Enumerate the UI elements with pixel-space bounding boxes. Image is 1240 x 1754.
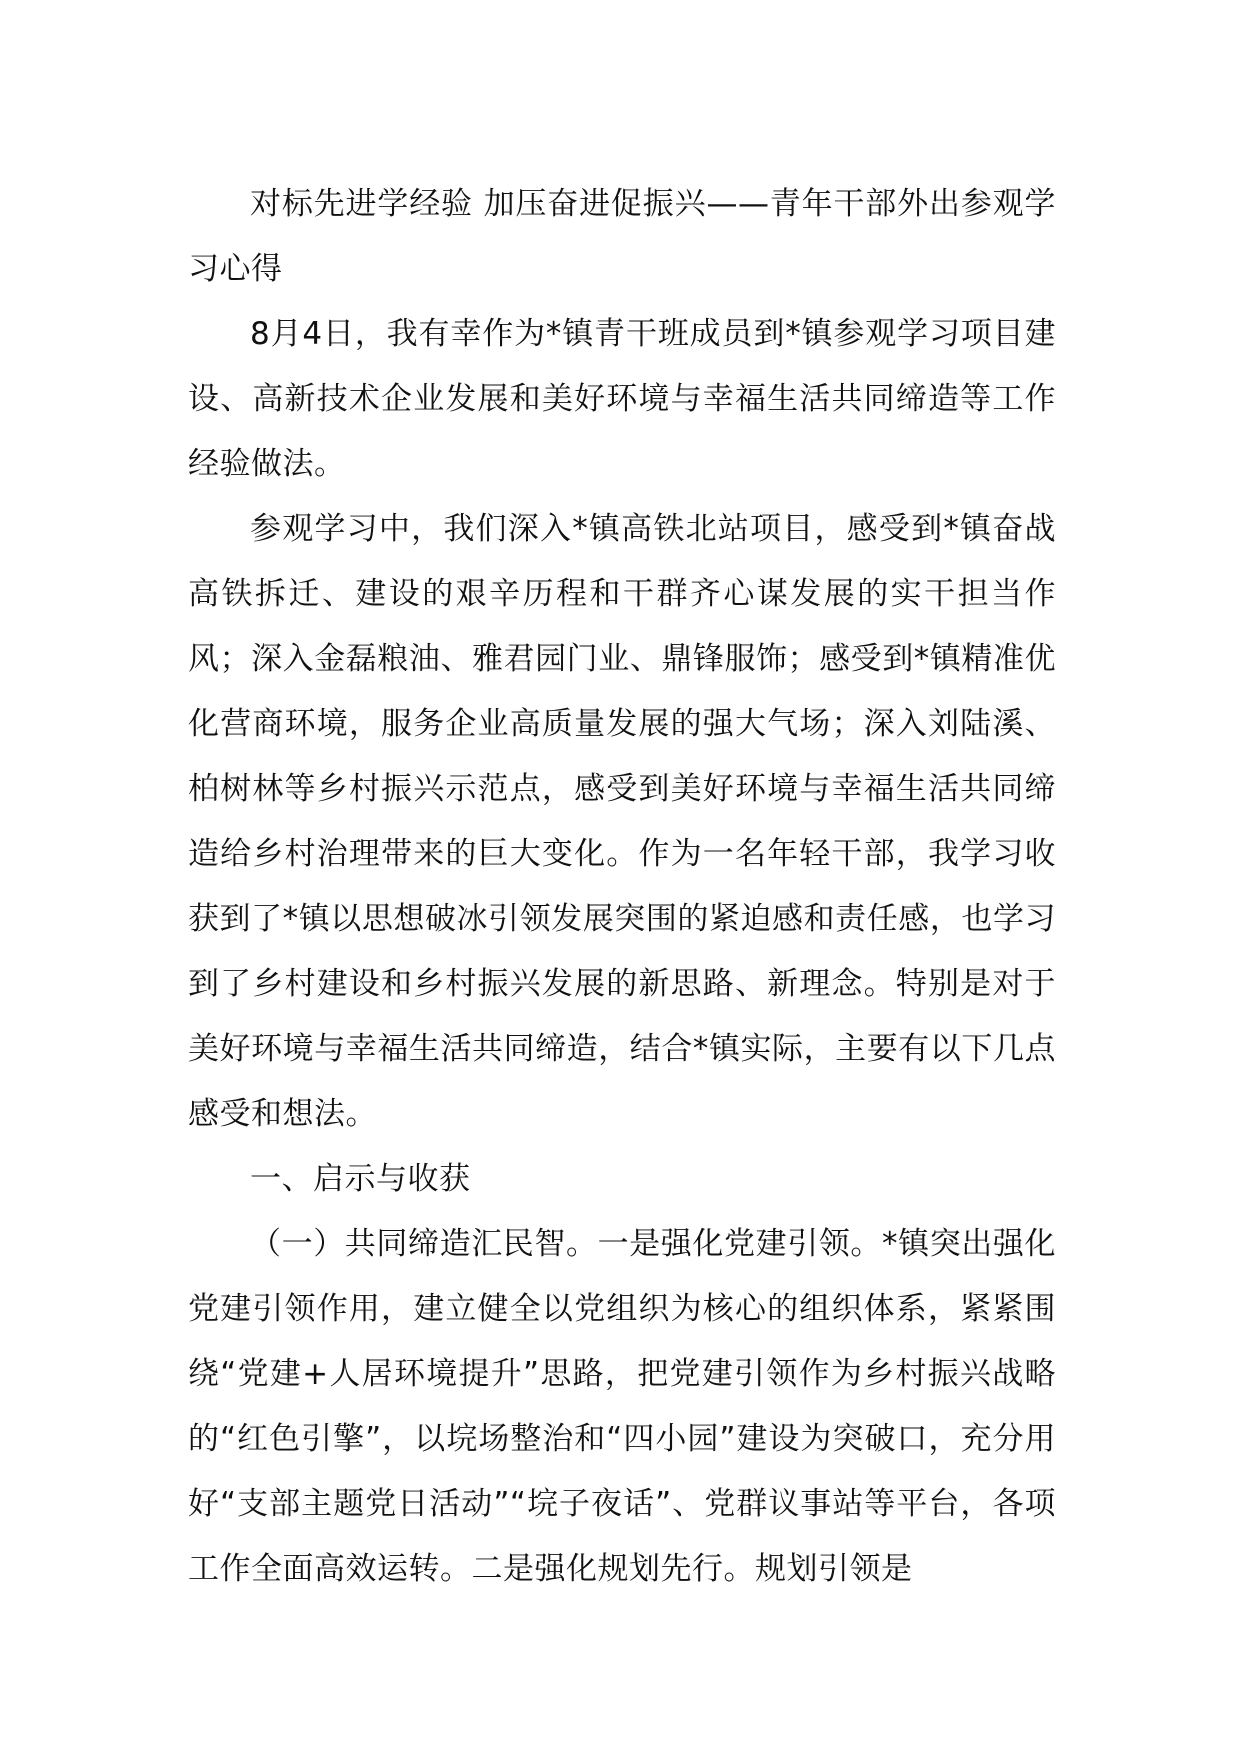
paragraph-visit-details: 参观学习中，我们深入*镇高铁北站项目，感受到*镇奋战高铁拆迁、建设的艰辛历程和干群齐心谋发展的实干担当作风；深入金磊粮油、雅君园门业、鼎锋服饰；感受到*镇精准优化营商环境，服务企业高质量发展的强大气场；深入刘陆溪、柏树林等乡村振兴示范点，感受到美好环境与幸福生活共同缔造给乡村治理带来的巨大变化。作为一名年轻干部，我学习收获到了*镇以思想破冰引领发展突围的紧迫感和责任感，也学习到了乡村建设和乡村振兴发展的新思路、新理念。特别是对于美好环境与幸福生活共同缔造，结合*镇实际，主要有以下几点感受和想法。 bbox=[188, 511, 1056, 1132]
paragraph-visit-intro: 8月4日，我有幸作为*镇青干班成员到*镇参观学习项目建设、高新技术企业发展和美好环境与幸福生活共同缔造等工作经验做法。 bbox=[188, 316, 1056, 482]
document-body bbox=[188, 172, 1056, 1602]
section-heading-insights: 一、启示与收获 bbox=[250, 1161, 471, 1197]
document-title: 对标先进学经验 加压奋进促振兴——青年干部外出参观学习心得 bbox=[188, 186, 1056, 287]
paragraph-co-creation: （一）共同缔造汇民智。一是强化党建引领。*镇突出强化党建引领作用，建立健全以党组织为核心的组织体系，紧紧围绕“党建+人居环境提升”思路，把党建引领作为乡村振兴战略的“红色引擎”，以垸场整治和“四小园”建设为突破口，充分用好“支部主题党日活动”“垸子夜话”、党群议事站等平台，各项工作全面高效运转。二是强化规划先行。规划引领是 bbox=[188, 1226, 1056, 1587]
